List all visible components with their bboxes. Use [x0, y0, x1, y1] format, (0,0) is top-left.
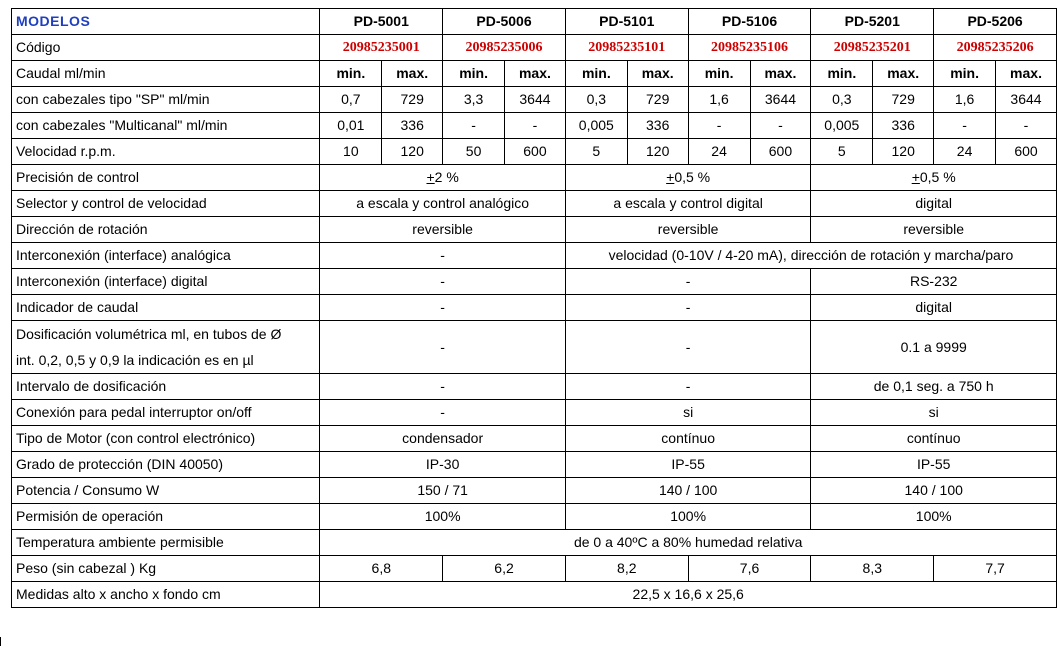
table-cell: a escala y control digital	[565, 191, 811, 217]
table-cell: 22,5 x 16,6 x 25,6	[320, 582, 1057, 608]
table-cell: 8,3	[811, 556, 934, 582]
table-cell: -	[320, 400, 566, 426]
analogica-row	[12, 243, 1057, 269]
row-label: Temperatura ambiente permisible	[12, 530, 320, 556]
table-cell: 150 / 71	[320, 478, 566, 504]
table-cell: -	[505, 113, 566, 139]
header-row	[12, 9, 1057, 35]
page-border-fragment	[0, 637, 13, 646]
max-label: max.	[750, 61, 811, 87]
row-label: Potencia / Consumo W	[12, 478, 320, 504]
table-cell: IP-55	[811, 452, 1057, 478]
table-cell: 140 / 100	[811, 478, 1057, 504]
model-header: PD-5201	[811, 9, 934, 35]
row-label: Precisión de control	[12, 165, 320, 191]
plus-minus-sign: +	[666, 169, 675, 185]
table-cell: -	[996, 113, 1057, 139]
table-cell: 0,3	[565, 87, 627, 113]
table-cell: si	[811, 400, 1057, 426]
table-cell	[811, 165, 1057, 191]
row-label: Caudal ml/min	[12, 61, 320, 87]
row-label: Dirección de rotación	[12, 217, 320, 243]
min-label: min.	[443, 61, 505, 87]
min-label: min.	[320, 61, 382, 87]
model-header: PD-5206	[934, 9, 1057, 35]
table-cell: 336	[627, 113, 688, 139]
table-cell: 100%	[811, 504, 1057, 530]
digital-interface-row	[12, 269, 1057, 295]
table-cell: 7,7	[934, 556, 1057, 582]
table-cell: -	[320, 243, 566, 269]
table-cell: 6,2	[443, 556, 566, 582]
max-label: max.	[382, 61, 443, 87]
peso-row	[12, 556, 1057, 582]
table-cell: 6,8	[320, 556, 443, 582]
table-cell: 120	[627, 139, 688, 165]
plus-minus-sign: +	[426, 169, 435, 185]
table-cell: 0,3	[811, 87, 873, 113]
table-cell: -	[443, 113, 505, 139]
velocidad-row	[12, 139, 1057, 165]
table-cell: 729	[627, 87, 688, 113]
potencia-row	[12, 478, 1057, 504]
table-cell: contínuo	[811, 426, 1057, 452]
table-cell: digital	[811, 191, 1057, 217]
table-cell: de 0,1 seg. a 750 h	[811, 374, 1057, 400]
table-cell: -	[320, 295, 566, 321]
table-cell: 120	[382, 139, 443, 165]
min-label: min.	[565, 61, 627, 87]
table-cell: 24	[688, 139, 750, 165]
model-header: PD-5006	[443, 9, 566, 35]
row-label-line: int. 0,2, 0,5 y 0,9 la indicación es en µl	[16, 352, 254, 368]
spec-table	[11, 8, 1057, 608]
table-cell: IP-30	[320, 452, 566, 478]
model-header: PD-5106	[688, 9, 811, 35]
plus-minus-sign: +	[911, 169, 920, 185]
row-label: Selector y control de velocidad	[12, 191, 320, 217]
table-cell: a escala y control analógico	[320, 191, 566, 217]
table-title: MODELOS	[12, 9, 320, 35]
row-label: Velocidad r.p.m.	[12, 139, 320, 165]
table-cell: -	[565, 295, 811, 321]
table-cell	[320, 165, 566, 191]
table-cell: 1,6	[688, 87, 750, 113]
table-cell: 10	[320, 139, 382, 165]
table-cell: digital	[811, 295, 1057, 321]
sp-row	[12, 87, 1057, 113]
medidas-row	[12, 582, 1057, 608]
row-label: Interconexión (interface) digital	[12, 269, 320, 295]
table-cell: -	[320, 321, 566, 374]
table-cell: 3644	[505, 87, 566, 113]
table-cell: -	[934, 113, 996, 139]
product-code: 20985235106	[688, 35, 811, 61]
row-label: Grado de protección (DIN 40050)	[12, 452, 320, 478]
table-cell: -	[320, 374, 566, 400]
table-cell: 100%	[565, 504, 811, 530]
table-cell: 3644	[996, 87, 1057, 113]
table-cell: -	[565, 374, 811, 400]
table-cell: 24	[934, 139, 996, 165]
table-cell: contínuo	[565, 426, 811, 452]
precision-row	[12, 165, 1057, 191]
table-cell: -	[750, 113, 811, 139]
table-cell: 336	[382, 113, 443, 139]
table-cell: IP-55	[565, 452, 811, 478]
row-label: Medidas alto x ancho x fondo cm	[12, 582, 320, 608]
table-cell: 0.1 a 9999	[811, 321, 1057, 374]
table-cell: -	[565, 269, 811, 295]
table-cell: 729	[382, 87, 443, 113]
temperatura-row	[12, 530, 1057, 556]
product-code: 20985235201	[811, 35, 934, 61]
table-cell: 3,3	[443, 87, 505, 113]
table-cell: 7,6	[688, 556, 811, 582]
table-cell: reversible	[565, 217, 811, 243]
table-cell: si	[565, 400, 811, 426]
model-header: PD-5001	[320, 9, 443, 35]
codigo-row	[12, 35, 1057, 61]
table-cell: 5	[811, 139, 873, 165]
model-header: PD-5101	[565, 9, 688, 35]
min-label: min.	[934, 61, 996, 87]
table-cell: condensador	[320, 426, 566, 452]
table-cell: de 0 a 40ºC a 80% humedad relativa	[320, 530, 1057, 556]
min-label: min.	[811, 61, 873, 87]
table-cell: 0,005	[565, 113, 627, 139]
table-cell: 600	[505, 139, 566, 165]
proteccion-row	[12, 452, 1057, 478]
table-cell: 8,2	[565, 556, 688, 582]
row-label: con cabezales "Multicanal" ml/min	[12, 113, 320, 139]
table-cell: 336	[873, 113, 934, 139]
row-label: Conexión para pedal interruptor on/off	[12, 400, 320, 426]
product-code: 20985235006	[443, 35, 566, 61]
table-cell: RS-232	[811, 269, 1057, 295]
table-cell: 1,6	[934, 87, 996, 113]
dosificacion-row	[12, 321, 1057, 374]
multicanal-row	[12, 113, 1057, 139]
table-cell: -	[688, 113, 750, 139]
table-cell: 5	[565, 139, 627, 165]
table-cell: reversible	[811, 217, 1057, 243]
table-cell: 140 / 100	[565, 478, 811, 504]
precision-value: 2 %	[434, 169, 459, 185]
table-cell: 0,005	[811, 113, 873, 139]
precision-value: 0,5 %	[674, 169, 711, 185]
max-label: max.	[627, 61, 688, 87]
table-cell: reversible	[320, 217, 566, 243]
table-cell: 0,01	[320, 113, 382, 139]
row-label: Intervalo de dosificación	[12, 374, 320, 400]
min-label: min.	[688, 61, 750, 87]
indicador-row	[12, 295, 1057, 321]
table-cell	[565, 165, 811, 191]
table-cell: 50	[443, 139, 505, 165]
row-label: Interconexión (interface) analógica	[12, 243, 320, 269]
precision-value: 0,5 %	[919, 169, 956, 185]
permision-row	[12, 504, 1057, 530]
selector-row	[12, 191, 1057, 217]
product-code: 20985235206	[934, 35, 1057, 61]
table-cell: 729	[873, 87, 934, 113]
table-cell: -	[565, 321, 811, 374]
row-label: Permisión de operación	[12, 504, 320, 530]
caudal-row	[12, 61, 1057, 87]
motor-row	[12, 426, 1057, 452]
table-cell: velocidad (0-10V / 4-20 mA), dirección de rotación y marcha/paro	[565, 243, 1056, 269]
max-label: max.	[996, 61, 1057, 87]
table-cell: -	[320, 269, 566, 295]
product-code: 20985235101	[565, 35, 688, 61]
direccion-row	[12, 217, 1057, 243]
row-label: Peso (sin cabezal ) Kg	[12, 556, 320, 582]
max-label: max.	[873, 61, 934, 87]
row-label: Tipo de Motor (con control electrónico)	[12, 426, 320, 452]
row-label: con cabezales tipo "SP" ml/min	[12, 87, 320, 113]
table-cell: 0,7	[320, 87, 382, 113]
row-label	[12, 321, 320, 374]
row-label: Código	[12, 35, 320, 61]
product-code: 20985235001	[320, 35, 443, 61]
row-label-line: Dosificación volumétrica ml, en tubos de Ø	[16, 326, 282, 342]
table-cell: 3644	[750, 87, 811, 113]
row-label: Indicador de caudal	[12, 295, 320, 321]
table-cell: 120	[873, 139, 934, 165]
table-cell: 100%	[320, 504, 566, 530]
table-cell: 600	[750, 139, 811, 165]
intervalo-row	[12, 374, 1057, 400]
max-label: max.	[505, 61, 566, 87]
pedal-row	[12, 400, 1057, 426]
table-cell: 600	[996, 139, 1057, 165]
